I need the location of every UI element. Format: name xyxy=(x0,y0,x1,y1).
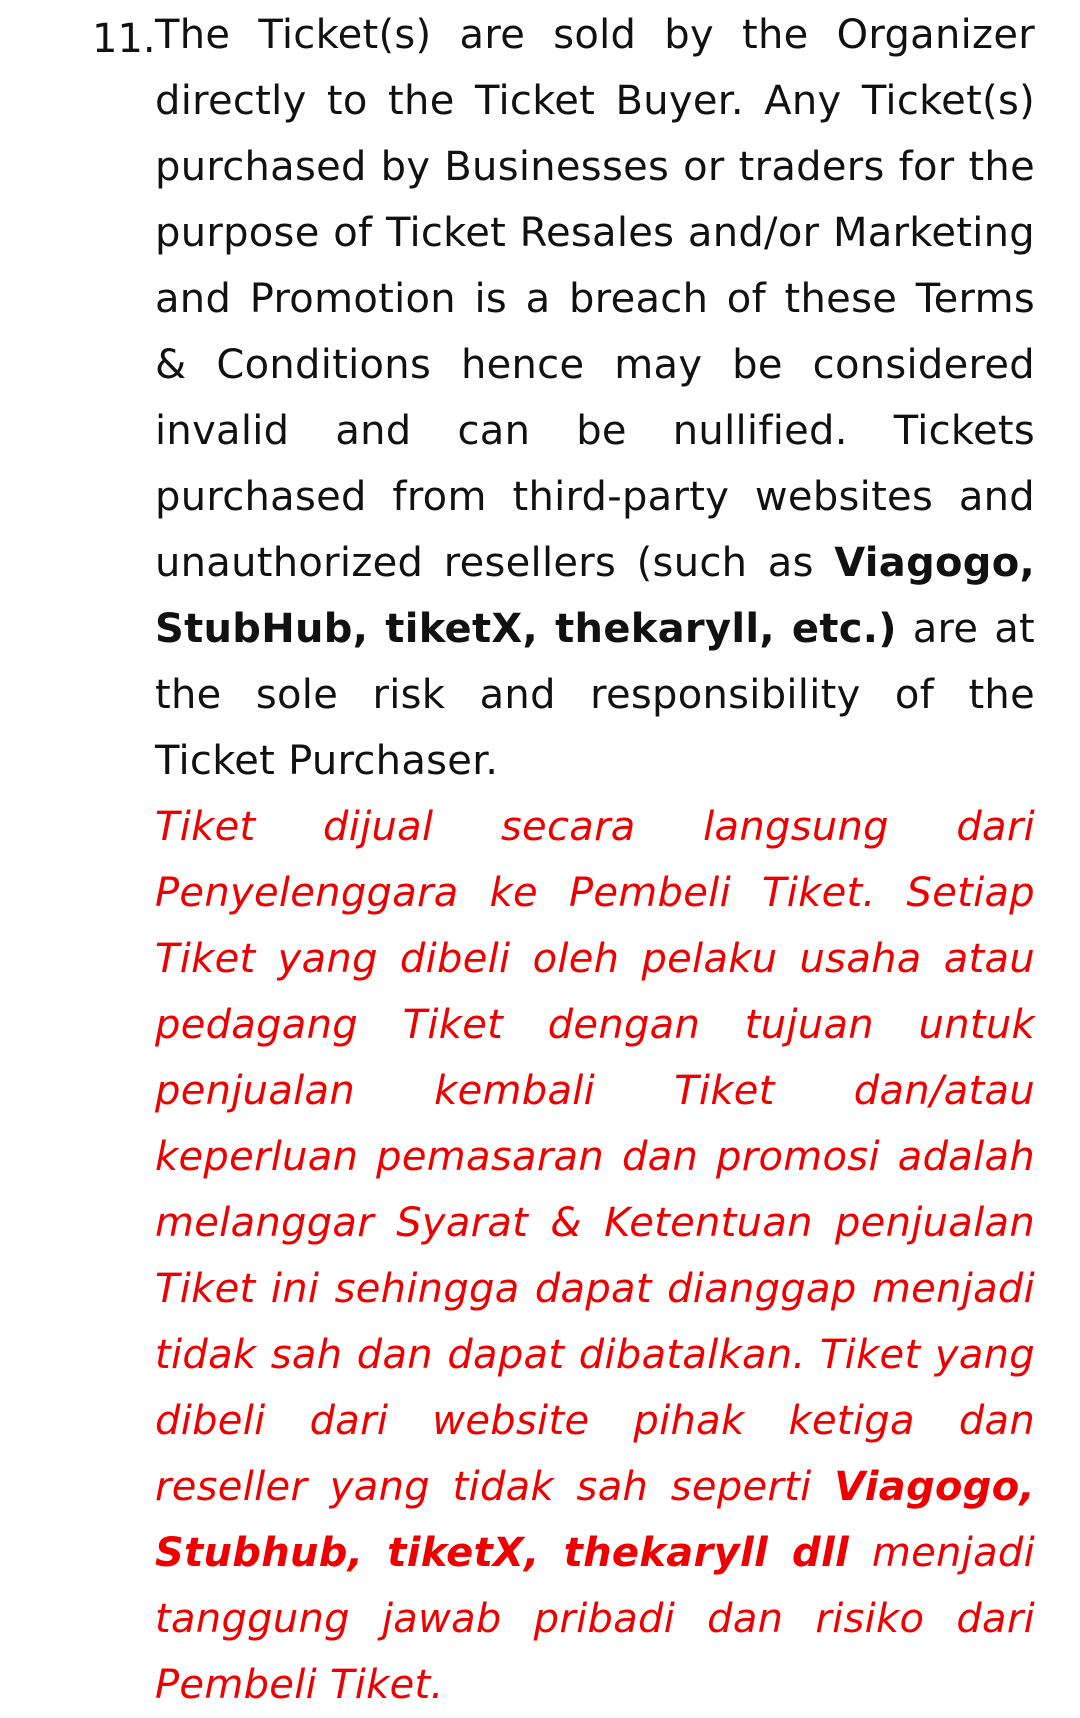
english-reseller-brands: Viagogo, StubHub, tiketX, thekaryll, etc.) xyxy=(155,540,1036,652)
indonesian-reseller-brands: Viagogo, Stubhub, tiketX, thekaryll dll xyxy=(155,1464,1035,1576)
indonesian-text-after-brands: menjadi tanggung jawab pribadi dan risiko dari Pembeli Tiket. xyxy=(155,1530,1035,1708)
terms-paragraph-english xyxy=(155,2,1035,794)
indonesian-text-before-brands: Tiket dijual secara langsung dari Penyelenggara ke Pembeli Tiket. Setiap Tiket yang dibeli oleh pelaku usaha atau pedagang Tiket dengan tujuan untuk penjualan kembali Tiket dan/atau keperluan pemasaran dan promosi adalah melanggar Syarat & Ketentuan penjualan Tiket ini sehingga dapat dianggap menjadi tidak sah dan dapat dibatalkan. Tiket yang dibeli dari website pihak ketiga dan reseller yang tidak sah seperti xyxy=(155,804,1035,1510)
list-item-number: 11. xyxy=(92,16,156,62)
english-text-before-brands: The Ticket(s) are sold by the Organizer directly to the Ticket Buyer. Any Ticket(s) purchased by Businesses or traders for the purpose of Ticket Resales and/or Marketing and Promotion is a breach of these Terms & Conditions hence may be considered invalid and can be nullified. Tickets purchased from third-party websites and unauthorized resellers (such as xyxy=(155,12,1035,586)
terms-paragraph-indonesian xyxy=(155,794,1035,1718)
english-text-after-brands: are at the sole risk and responsibility of the Ticket Purchaser. xyxy=(155,606,1035,784)
